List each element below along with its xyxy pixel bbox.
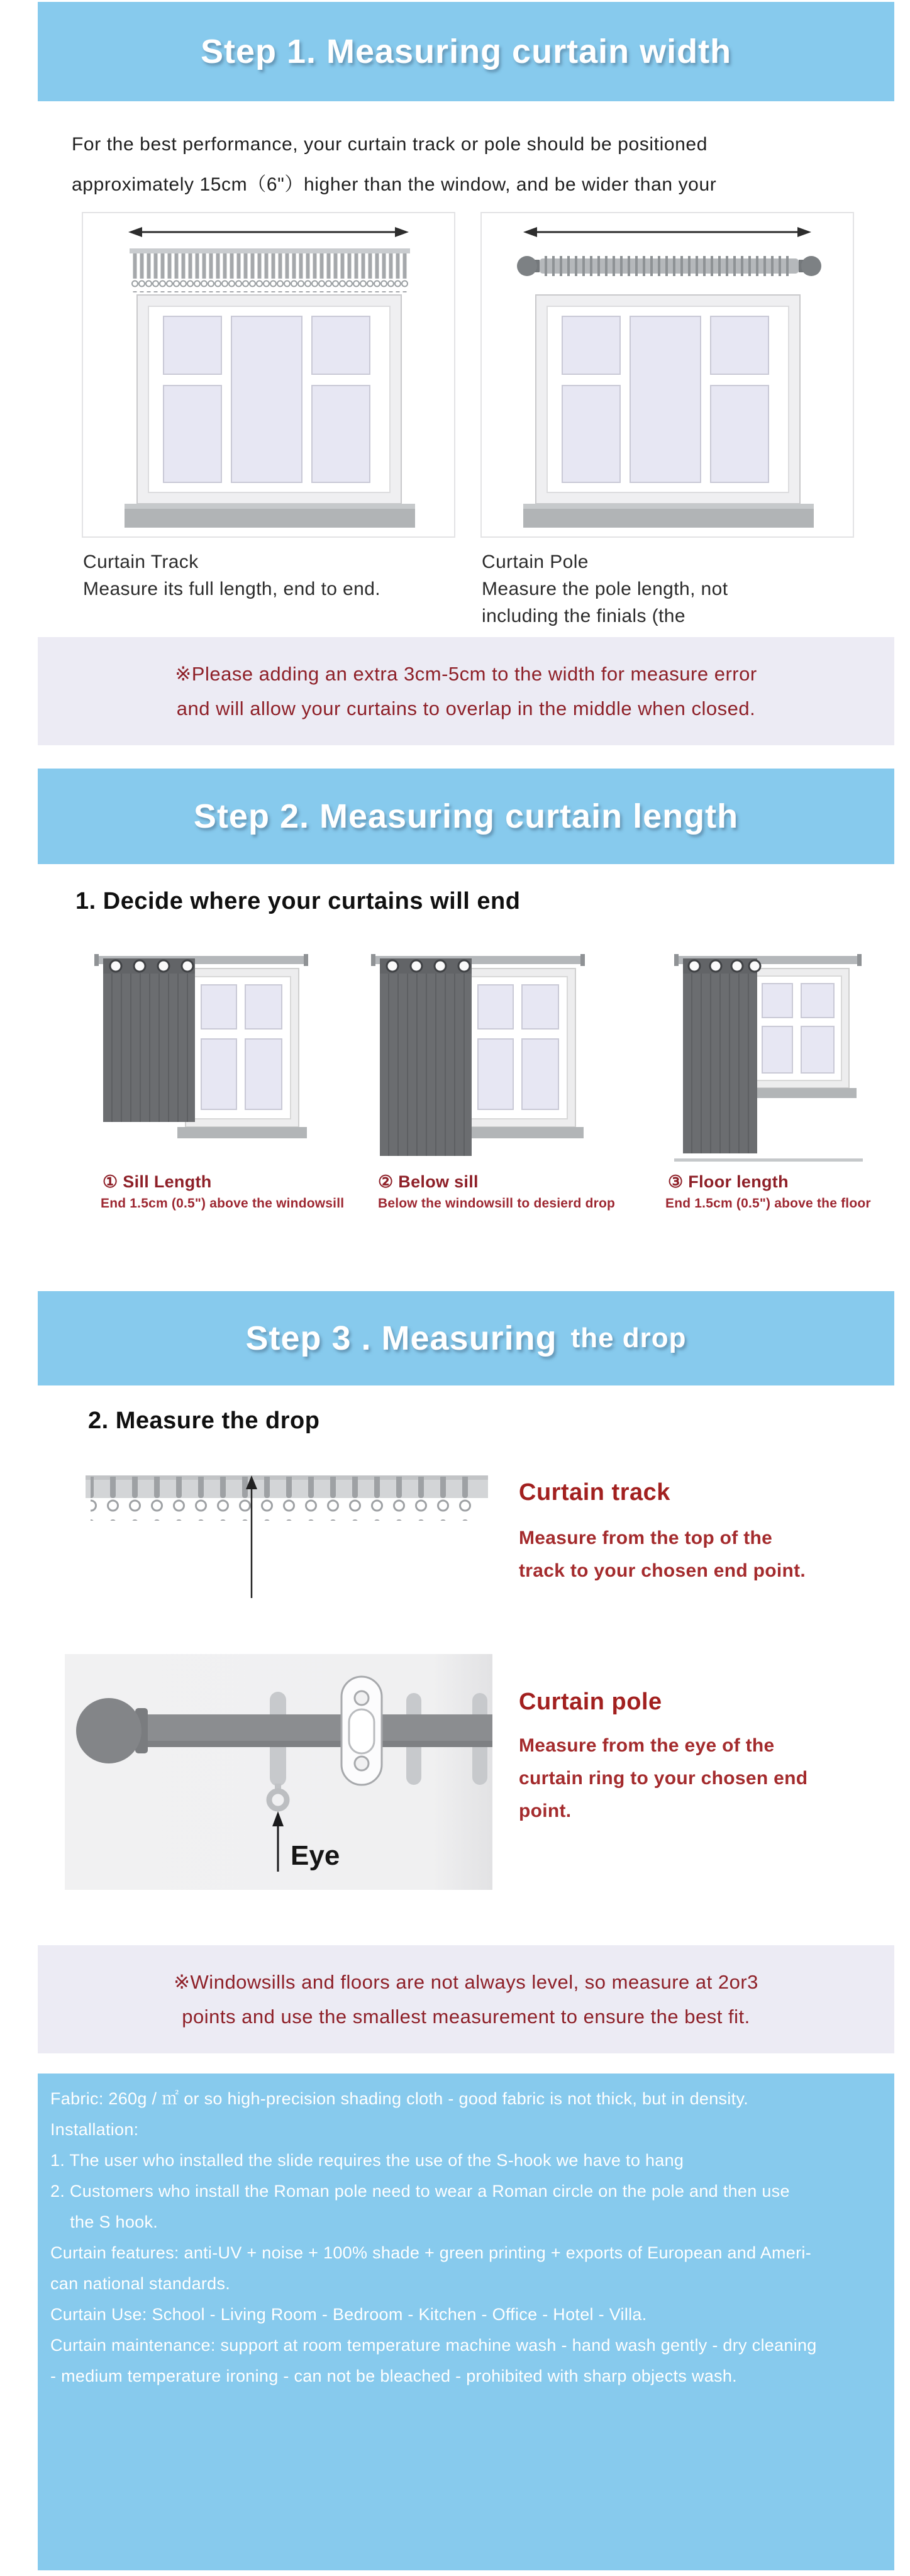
track-diagram — [80, 1469, 496, 1604]
curtain-track-instructions — [519, 1522, 871, 1587]
info-line: Fabric: 260g / ㎡ or so high-precision shading cloth - good fabric is not thick, but in density. — [50, 2089, 749, 2108]
curtain-pole-window-illustration — [482, 213, 853, 536]
step3-header-band — [38, 1291, 894, 1385]
info-line: Curtain maintenance: support at room temperature machine wash - hand wash gently - dry cleaning — [50, 2336, 817, 2355]
curtain-pole-heading: Curtain pole — [519, 1689, 662, 1715]
step3-header-title: Step 3 . Measuring — [245, 1319, 557, 1357]
info-line: - medium temperature ironing - can not be bleached - prohibited with sharp objects wash. — [50, 2367, 737, 2385]
curtain-pole-instruction-line: Measure from the eye of the — [519, 1735, 775, 1756]
option-desc: End 1.5cm (0.5") above the windowsill — [101, 1196, 345, 1211]
floor-line — [674, 1158, 863, 1162]
note-line: and will allow your curtains to overlap in the middle when closed. — [176, 697, 756, 719]
width-arrow-icon — [523, 227, 811, 237]
info-line: Curtain Use: School - Living Room - Bedroom - Kitchen - Office - Hotel - Villa. — [50, 2305, 647, 2324]
length-option-sill-figure — [94, 947, 308, 1172]
curtain-icon — [380, 958, 472, 1156]
window-icon — [454, 969, 584, 1138]
option-desc: Below the windowsill to desierd drop — [378, 1196, 616, 1211]
track-icon — [130, 248, 410, 292]
curtain-pole-diagram-illustration — [65, 1654, 492, 1890]
curtain-track-caption-title: Curtain Track — [83, 552, 199, 572]
step2-header-band — [38, 769, 894, 864]
curtain-pole-caption-line: Measure the pole length, not — [482, 579, 728, 599]
intro-paragraph — [72, 125, 870, 205]
curtain-track-caption-line: Measure its full length, end to end. — [83, 579, 381, 599]
info-line: Installation: — [50, 2120, 139, 2139]
step3-header-subtitle: the drop — [570, 1323, 687, 1353]
window-icon — [741, 969, 857, 1098]
intro-line: For the best performance, your curtain track or pole should be positioned — [72, 134, 707, 155]
step1-header-band — [38, 2, 894, 101]
note-line: points and use the smallest measurement to ensure the best fit. — [182, 2006, 750, 2028]
curtain-track-window-illustration — [83, 213, 454, 536]
window-icon — [177, 969, 307, 1138]
level-note-banner — [38, 1945, 894, 2053]
info-line: Curtain features: anti-UV + noise + 100% shade + green printing + exports of European and Ameri- — [50, 2243, 812, 2262]
curtain-pole-figure — [480, 212, 854, 538]
curtain-pole-caption-title: Curtain Pole — [482, 552, 589, 572]
wall-bracket-icon — [341, 1677, 382, 1785]
pole-diagram — [65, 1654, 492, 1890]
option-label: ② Below sill — [378, 1172, 479, 1191]
window-icon — [523, 295, 814, 528]
step2-subheading: 1. Decide where your curtains will end — [75, 888, 521, 914]
info-line: 1. The user who installed the slide requires the use of the S-hook we have to hang — [50, 2151, 684, 2170]
info-line: the S hook. — [50, 2212, 158, 2231]
pole-icon — [517, 256, 821, 276]
curtain-icon — [683, 958, 760, 1153]
length-option-below-sill-figure — [371, 947, 585, 1172]
curtain-track-instruction-line: Measure from the top of the — [519, 1528, 773, 1548]
info-line: can national standards. — [50, 2274, 231, 2293]
width-arrow-icon — [128, 227, 409, 237]
length-option-floor-figure — [674, 947, 863, 1172]
window-icon — [125, 295, 415, 528]
eye-label: Eye — [291, 1840, 340, 1871]
curtain-icon — [103, 958, 195, 1122]
curtain-pole-caption — [482, 548, 884, 630]
option-label: ③ Floor length — [668, 1172, 789, 1191]
curtain-pole-instruction-line: point. — [519, 1801, 572, 1821]
curtain-track-heading: Curtain track — [519, 1479, 670, 1506]
curtain-track-caption — [83, 548, 473, 602]
note-line: ※Please adding an extra 3cm-5cm to the width for measure error — [175, 663, 757, 685]
curtain-track-instruction-line: track to your chosen end point. — [519, 1560, 806, 1581]
curtain-track-diagram-illustration — [80, 1469, 496, 1604]
ring-eye-icon — [269, 1784, 287, 1809]
note-line: ※Windowsills and floors are not always level, so measure at 2or3 — [174, 1971, 758, 1993]
curtain-pole-instruction-line: curtain ring to your chosen end — [519, 1768, 808, 1789]
option-label: ① Sill Length — [103, 1172, 212, 1191]
info-line: 2. Customers who install the Roman pole need to wear a Roman circle on the pole and then use — [50, 2182, 790, 2201]
curtain-pole-caption-line: including the finials (the — [482, 606, 685, 626]
curtain-pole-instructions — [519, 1729, 871, 1828]
eye-arrow-icon — [272, 1811, 284, 1872]
sill-length-curtain-illustration — [94, 947, 308, 1172]
width-note-banner — [38, 637, 894, 745]
step1-header-title: Step 1. Measuring curtain width — [200, 33, 732, 70]
step3-subheading: 2. Measure the drop — [88, 1407, 320, 1434]
option-desc: End 1.5cm (0.5") above the floor — [665, 1196, 871, 1211]
product-info-panel — [38, 2074, 894, 2570]
below-sill-curtain-illustration — [371, 947, 585, 1172]
floor-length-curtain-illustration — [674, 947, 863, 1172]
step2-header-title: Step 2. Measuring curtain length — [193, 797, 739, 835]
intro-line: approximately 15cm（6"）higher than the window, and be wider than your — [72, 174, 717, 195]
curtain-track-figure — [82, 212, 455, 538]
